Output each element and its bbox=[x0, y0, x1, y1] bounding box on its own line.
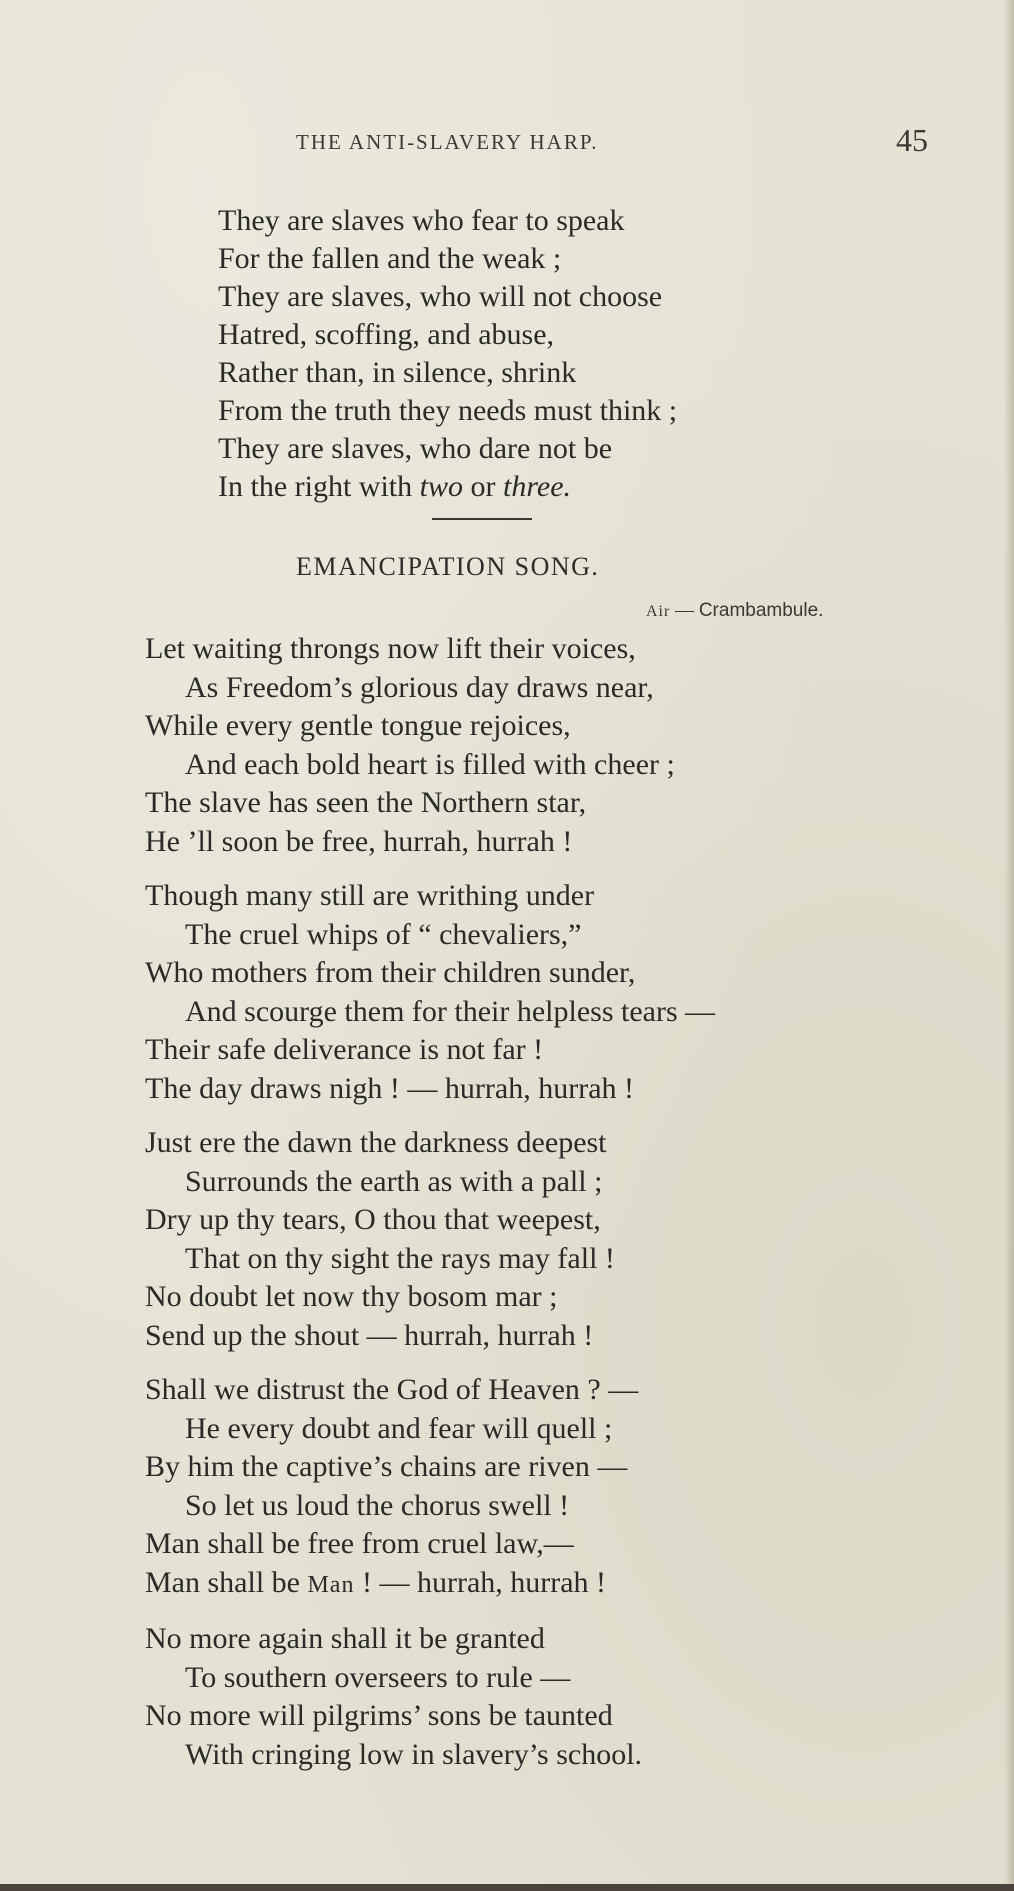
song-line: So let us loud the chorus swell ! bbox=[185, 1488, 570, 1522]
song-line: No more again shall it be granted bbox=[145, 1622, 545, 1655]
running-title: THE ANTI-SLAVERY HARP. bbox=[296, 130, 599, 154]
song-line: No doubt let now thy bosom mar ; bbox=[145, 1280, 558, 1313]
song-line: As Freedom’s glorious day draws near, bbox=[185, 670, 654, 704]
air-label: Air bbox=[646, 603, 671, 620]
song-line: With cringing low in slavery’s school. bbox=[185, 1737, 643, 1771]
song-line: While every gentle tongue rejoices, bbox=[145, 709, 571, 742]
stanza-3 bbox=[145, 1124, 715, 1355]
poem-line: They are slaves who fear to speak bbox=[218, 204, 625, 237]
poem-line: They are slaves, who will not choose bbox=[218, 280, 663, 313]
song-line: Man shall be free from cruel law,— bbox=[145, 1527, 574, 1560]
air-separator: — bbox=[670, 600, 699, 621]
page-edge-shadow bbox=[1004, 0, 1014, 1891]
song-line: No more will pilgrims’ sons be taunted bbox=[145, 1699, 613, 1732]
song-line: Dry up thy tears, O thou that weepest, bbox=[145, 1203, 601, 1236]
poem-line-last bbox=[218, 468, 677, 506]
air-attribution bbox=[646, 600, 823, 622]
poem-line: Rather than, in silence, shrink bbox=[218, 356, 577, 389]
page-bottom-border bbox=[0, 1884, 1014, 1891]
poem-line: From the truth they needs must think ; bbox=[218, 394, 678, 427]
song-line: Though many still are writhing under bbox=[145, 879, 595, 912]
song-line: By him the captive’s chains are riven — bbox=[145, 1450, 628, 1483]
song-line-text: Man shall be bbox=[145, 1565, 308, 1599]
song-line: Just ere the dawn the darkness deepest bbox=[145, 1126, 607, 1159]
song-line: Shall we distrust the God of Heaven ? — bbox=[145, 1373, 639, 1406]
poem-line: Hatred, scoffing, and abuse, bbox=[218, 318, 555, 351]
song-line-text: ! — hurrah, hurrah ! bbox=[354, 1565, 607, 1599]
song-line: He ’ll soon be free, hurrah, hurrah ! bbox=[145, 824, 573, 858]
page-number: 45 bbox=[896, 122, 928, 158]
song-line: That on thy sight the rays may fall ! bbox=[185, 1241, 615, 1275]
italic-word: two bbox=[419, 470, 463, 503]
song-line: Their safe deliverance is not far ! bbox=[145, 1033, 544, 1066]
stanza-2 bbox=[145, 877, 715, 1108]
poem-line: They are slaves, who dare not be bbox=[218, 432, 613, 465]
song-line: The cruel whips of “ chevaliers,” bbox=[185, 917, 582, 951]
poem-line-text: or bbox=[463, 470, 503, 503]
stanza-4 bbox=[145, 1371, 715, 1604]
italic-word: three. bbox=[503, 470, 572, 503]
song-line: To southern overseers to rule — bbox=[185, 1660, 571, 1694]
song-body bbox=[145, 630, 715, 1790]
song-title: EMANCIPATION SONG. bbox=[296, 552, 600, 581]
song-line-last bbox=[145, 1564, 715, 1605]
poem-line: For the fallen and the weak ; bbox=[218, 242, 562, 275]
stanza-5 bbox=[145, 1620, 715, 1774]
section-divider bbox=[432, 518, 532, 520]
stanza-1 bbox=[145, 630, 715, 861]
song-line: He every doubt and fear will quell ; bbox=[185, 1411, 613, 1445]
poem-excerpt bbox=[218, 202, 677, 506]
song-line: And each bold heart is filled with cheer ; bbox=[185, 747, 675, 781]
air-tune: Crambambule. bbox=[698, 600, 824, 621]
song-line: And scourge them for their helpless tears — bbox=[185, 994, 716, 1028]
song-line: Let waiting throngs now lift their voices, bbox=[145, 632, 636, 665]
song-line: Surrounds the earth as with a pall ; bbox=[185, 1164, 603, 1198]
song-line: The day draws nigh ! — hurrah, hurrah ! bbox=[145, 1071, 635, 1105]
song-line: Who mothers from their children sunder, bbox=[145, 956, 636, 989]
poem-line-text: In the right with bbox=[218, 470, 420, 503]
song-line: Send up the shout — hurrah, hurrah ! bbox=[145, 1318, 594, 1352]
smallcaps-word: Man bbox=[307, 1571, 355, 1598]
song-line: The slave has seen the Northern star, bbox=[145, 786, 587, 819]
